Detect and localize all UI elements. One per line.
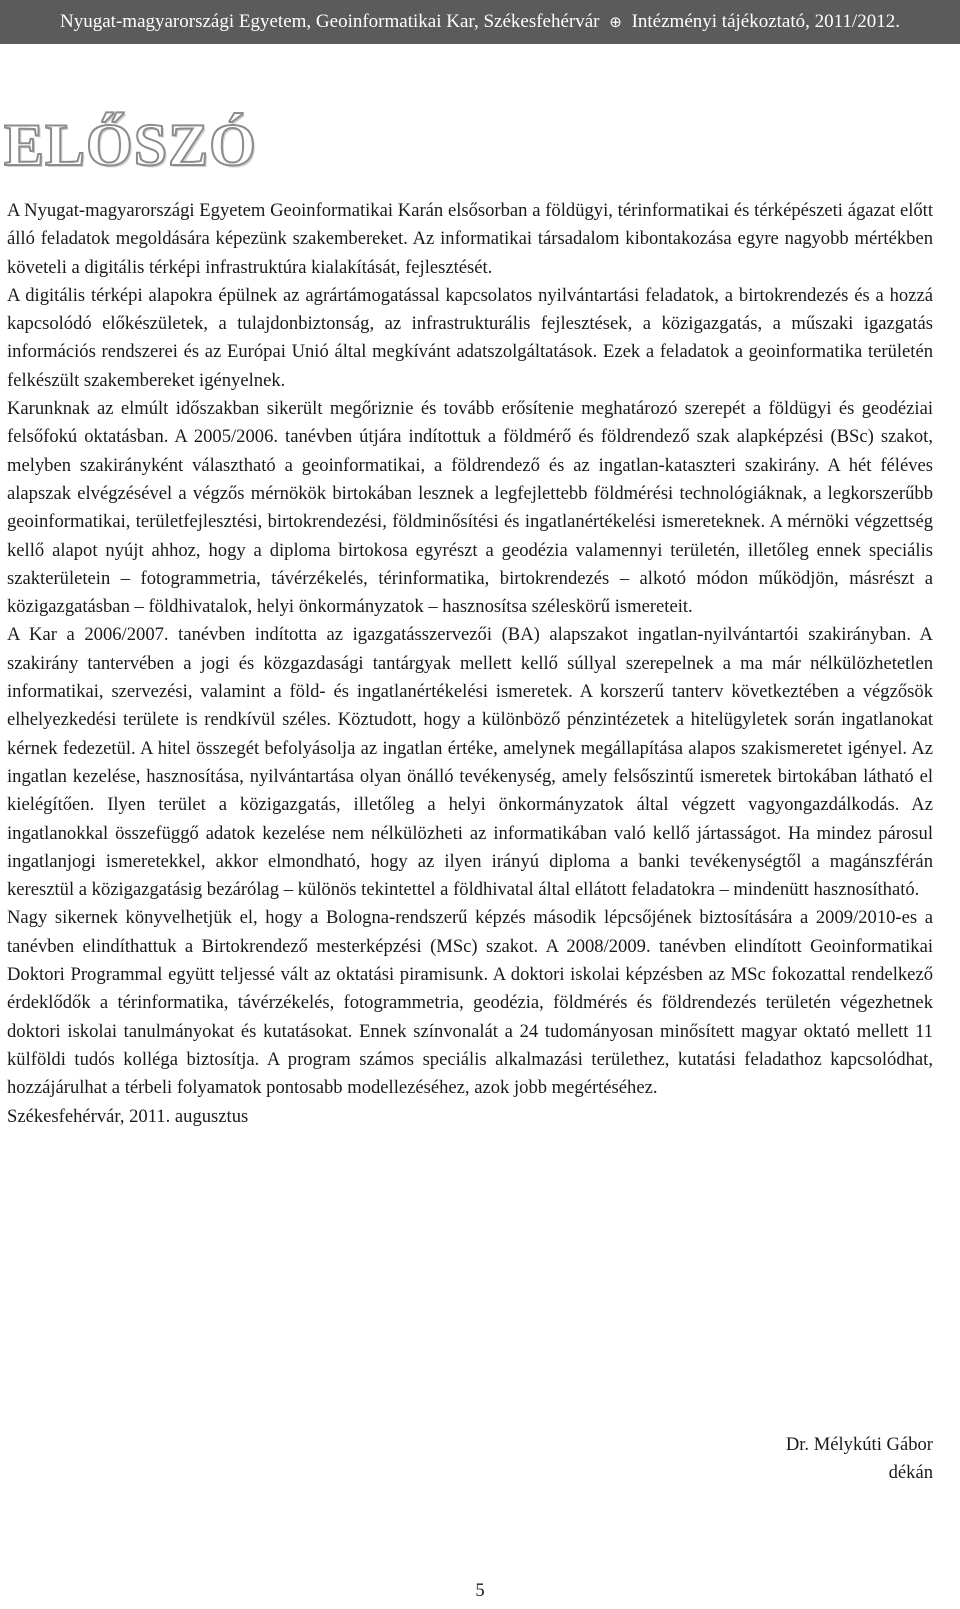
page-number: 5 — [475, 1580, 485, 1601]
header-publication: Intézményi tájékoztató, 2011/2012. — [631, 11, 900, 32]
running-header — [0, 0, 960, 44]
body-text — [7, 197, 933, 1131]
header-separator-icon: ⊕ — [609, 13, 622, 31]
page-title: ELŐSZÓ — [4, 112, 257, 178]
paragraph-2: A digitális térképi alapokra épülnek az agrártámogatással kapcsolatos nyilvántartási feladatok, a birtokrendezés és a hozzá kapcsolódó előkészületek, a tulajdonbiztonság, az infrastrukturális fejlesztések, a közigazgatás, a műszaki igazgatás információs rendszerei és az Európai Unió által megkívánt adatszolgáltatások. Ezek a feladatok a geoinformatika területén felkészült szakembereket igényelnek. — [7, 284, 933, 391]
signature-block — [786, 1431, 933, 1487]
paragraph-5: Nagy sikernek könyvelhetjük el, hogy a Bologna-rendszerű képzés második lépcsőjének biztosítására a 2009/2010-es a tanévben elindíthattuk a Birtokrendező mesterképzési (MSc) szakot. A 2008/2009. tanévben elindított Geoinformatikai Doktori Programmal együtt teljessé vált az oktatási piramisunk. A doktori iskolai képzésben az MSc fokozattal rendelkező érdeklődők a térinformatika, távérzékelés, fotogrammetria, geodézia, földmérés és földrendezés területén végezhetnek doktori iskolai tanulmányokat és kutatásokat. Ennek színvonalát a 24 tudományosan minősített magyar oktató mellett 11 külföldi tudós kollégа biztosítja. A program számos speciális alkalmazási területhez, kutatási feladathoz kapcsolódhat, hozzájárulhat a térbeli folyamatok pontosabb modellezéséhez, azok jobb megértéséhez. — [7, 907, 933, 1099]
paragraph-4: A Kar a 2006/2007. tanévben indította az igazgatásszervezői (BA) alapszakot ingatlan-nyilvántartói szakirányban. A szakirány tantervében a jogi és közgazdasági tantárgyak mellett kellő súllyal szerepelnek a ma már nélkülözhetetlen informatikai, szervezési, valamint a föld- és ingatlanértékelési ismeretek. A korszerű tanterv következtében a végzősök elhelyezkedési területe is rendkívül széles. Köztudott, hogy a különböző pénzintézetek a hitelügyletek során ingatlanokat kérnek fedezetül. A hitel összegét befolyásolja az ingatlan értéke, amelynek megállapítása alapos szakismeretet igényel. Az ingatlan kezelése, hasznosítása, nyilvántartása olyan önálló tevékenység, amely felsőszintű ismeretek birtokában látható el kielégítően. Ilyen terület a közigazgatás, illetőleg a helyi önkormányzatok által végzett vagyongazdálkodás. Az ingatlanokkal összefüggő adatok kezelése nem nélkülözheti az informatikában való kellő jártasságot. Ha mindez párosul ingatlanjogi ismeretekkel, akkor elmondható, hogy az ilyen irányú diploma a banki tevékenységtől a magánszférán keresztül a közigazgatásig bezárólag – különös tekintettel a földhivatal által ellátott feladatokra – mindenütt hasznosítható. — [7, 624, 933, 901]
paragraph-1: A Nyugat-magyarországi Egyetem Geoinformatikai Karán elsősorban a földügyi, térinformatikai és térképészeti ágazat előtt álló feladatok megoldására képezünk szakembereket. Az informatikai társadalom kibontakozása egyre nagyobb mértékben követeli a digitális térképi infrastruktúra kialakítását, fejlesztését. — [7, 200, 933, 278]
place-date: Székesfehérvár, 2011. augusztus — [7, 1105, 249, 1127]
signatory-role: dékán — [888, 1462, 933, 1483]
header-institution: Nyugat-magyarországi Egyetem, Geoinformatikai Kar, Székesfehérvár — [60, 11, 600, 32]
paragraph-3: Karunknak az elmúlt időszakban sikerült megőriznie és tovább erősítenie meghatározó szerepét a földügyi és geodéziai felsőfokú oktatásban. A 2005/2006. tanévben útjára indítottuk a földmérő és földrendező szak alapképzési (BSc) szakot, melyben szakirányként választható a geoinformatikai, a földrendező és az ingatlan-kataszteri szakirány. A hét féléves alapszak elvégzésével a végzős mérnökök birtokában lesznek a legfejlettebb földmérési technológiáknak, a legkorszerűbb geoinformatikai, területfejlesztési, birtokrendezési, földminősítési és ingatlanértékelési ismereteknek. A mérnöki végzettség kellő alapot nyújt ahhoz, hogy a diploma birtokosa egyrészt a geodézia valamennyi területén, illetőleg ennek speciális szakterületein – fotogrammetria, távérzékelés, térinformatika, birtokrendezés – alkotó módon működjön, másrészt a közigazgatásban – földhivatalok, helyi önkormányzatok – hasznosítsa széleskörű ismereteit. — [7, 398, 933, 618]
signatory-name: Dr. Mélykúti Gábor — [785, 1434, 933, 1455]
